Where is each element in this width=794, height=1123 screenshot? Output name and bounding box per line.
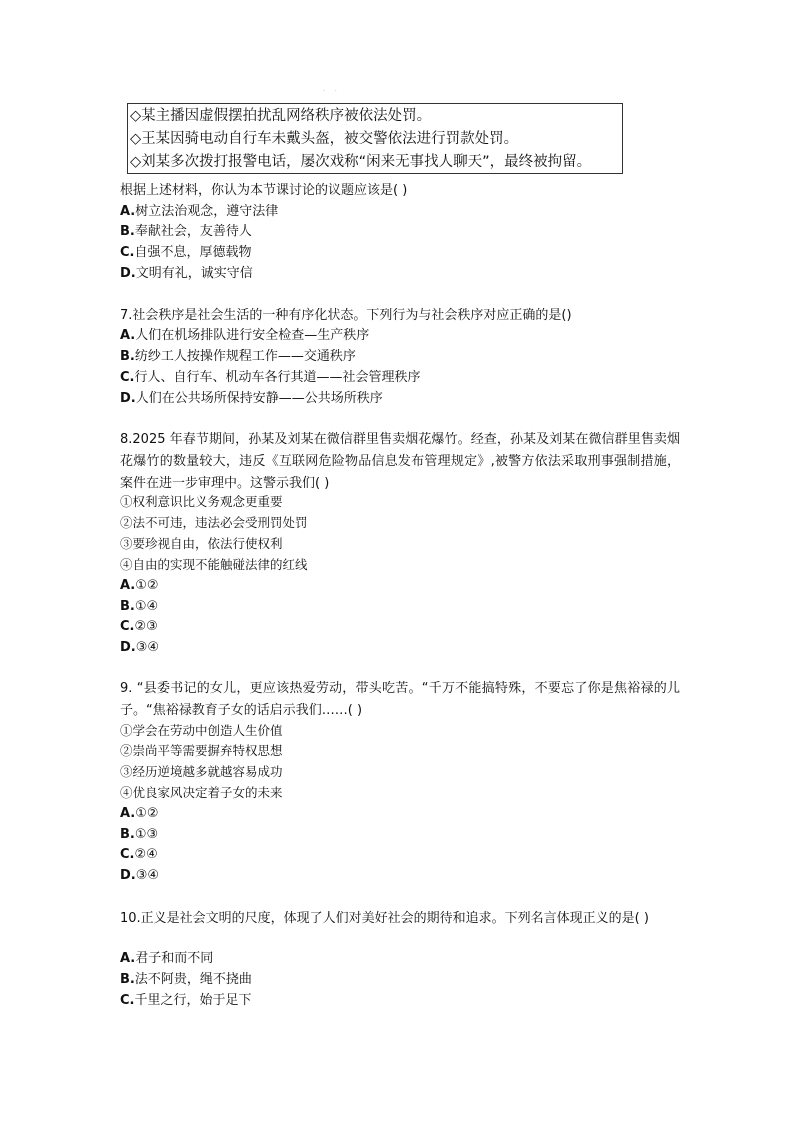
q6-option-d: D.文明有礼，诚实守信: [120, 266, 253, 281]
q9-stem: 9. “县委书记的女儿，更应该热爱劳动，带头吃苦。“千万不能搞特殊，不要忘了你是焦裕禄的儿子。“焦裕禄教育子女的话启示我们……( ): [120, 681, 680, 718]
material-box: [127, 103, 623, 174]
q10-option-c: C.千里之行，始于足下: [120, 993, 252, 1008]
q9-statement-2: ②崇尚平等需要摒弃特权思想: [120, 743, 283, 758]
q8-option-c: C.②③: [120, 619, 158, 634]
q7-stem: 7.社会秩序是社会生活的一种有序化状态。下列行为与社会秩序对应正确的是(): [120, 308, 572, 323]
q7-option-a: A.人们在机场排队进行安全检查—生产秩序: [120, 328, 370, 343]
q10-option-b: B.法不阿贵，绳不挠曲: [120, 972, 252, 987]
q9-statement-3: ③经历逆境越多就越容易成功: [120, 764, 283, 779]
q6-option-b: B.奉献社会，友善待人: [120, 224, 252, 239]
q8-statement-2: ②法不可违，违法必会受刑罚处罚: [120, 515, 308, 530]
q8-statement-1: ①权利意识比义务观念更重要: [120, 494, 283, 509]
q7-option-c: C.行人、自行车、机动车各行其道——社会管理秩序: [120, 370, 421, 385]
box-dots: · ·: [323, 88, 341, 95]
q6-option-c: C.自强不息，厚德载物: [120, 245, 252, 260]
q10-option-a: A.君子和而不同: [120, 951, 214, 966]
q8-statement-3: ③要珍视自由，依法行使权利: [120, 536, 283, 551]
q8-stem: 8.2025 年春节期间，孙某及刘某在微信群里售卖烟花爆竹。经查，孙某及刘某在微信群里售卖烟花爆竹的数量较大，违反《互联网危险物品信息发布管理规定》,被警方依法采取刑事强制措施，案件在进一步审理中。这警示我们( ): [120, 432, 680, 491]
material-item: ◇刘某多次拨打报警电话，屡次戏称“闲来无事找人聊天”，最终被拘留。: [130, 154, 592, 170]
q8-option-a: A.①②: [120, 578, 159, 593]
q8-statement-4: ④自由的实现不能触碰法律的红线: [120, 557, 308, 572]
q9-statement-1: ①学会在劳动中创造人生价值: [120, 723, 283, 738]
q9-option-d: D.③④: [120, 868, 160, 883]
material-item: ◇王某因骑电动自行车未戴头盔，被交警依法进行罚款处罚。: [130, 131, 519, 147]
q6-option-a: A.树立法治观念，遵守法律: [120, 204, 279, 219]
q8-option-d: D.③④: [120, 640, 160, 655]
q7-option-b: B.纺纱工人按操作规程工作——交通秩序: [120, 349, 356, 364]
q9-statement-4: ④优良家风决定着子女的未来: [120, 785, 283, 800]
q8-option-b: B.①④: [120, 599, 159, 614]
q10-stem: 10.正义是社会文明的尺度，体现了人们对美好社会的期待和追求。下列名言体现正义的是( ): [120, 911, 649, 926]
q9-option-c: C.②④: [120, 847, 158, 862]
q6-stem: 根据上述材料，你认为本节课讨论的议题应该是( ): [120, 183, 408, 198]
q9-option-b: B.①③: [120, 827, 159, 842]
material-item: ◇某主播因虚假摆拍扰乱网络秩序被依法处罚。: [130, 108, 432, 124]
q7-option-d: D.人们在公共场所保持安静——公共场所秩序: [120, 391, 383, 406]
q9-option-a: A.①②: [120, 806, 159, 821]
